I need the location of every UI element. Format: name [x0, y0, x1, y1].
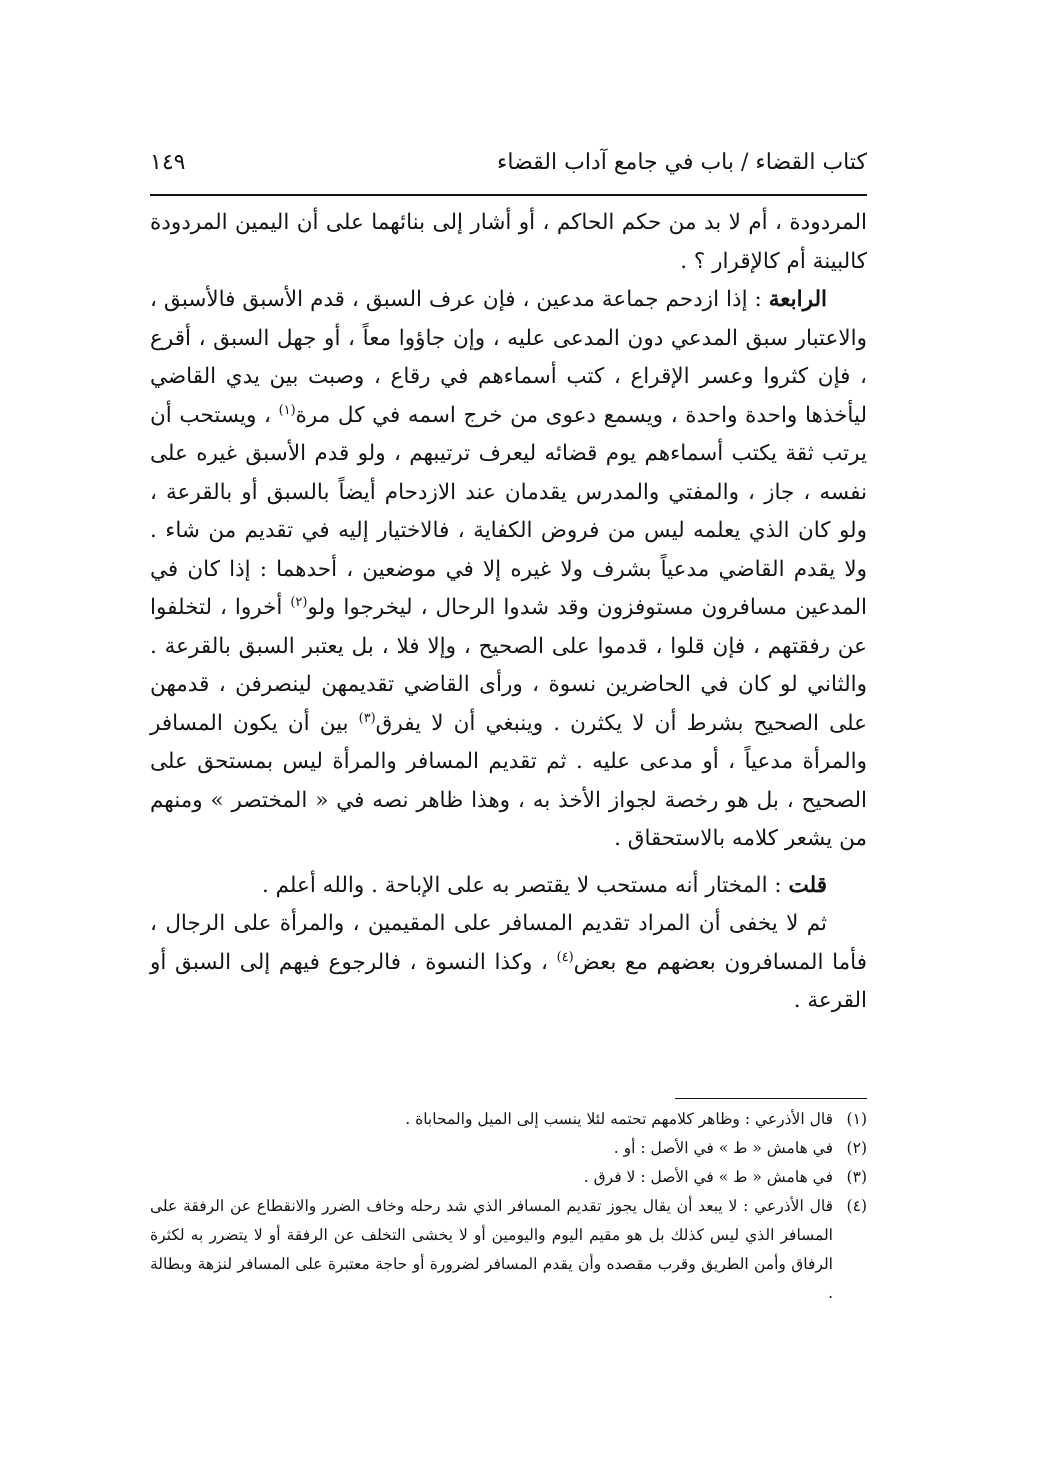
footnote-3 [150, 1163, 867, 1192]
footnote-ref-2: (٢) [290, 594, 308, 610]
footnote-number: (٣) [846, 1168, 867, 1186]
page-number: ١٤٩ [150, 150, 186, 175]
paragraph-2 [150, 281, 867, 859]
paragraph-1-text: المردودة ، أم لا بد من حكم الحاكم ، أو أشار إلى بنائهما على أن اليمين المردودة كالبينة أم كالإقرار ؟ . [150, 210, 867, 274]
section-term-fourth: الرابعة [768, 287, 827, 312]
footnote-1 [150, 1105, 867, 1134]
footnote-2 [150, 1134, 867, 1163]
paragraph-4-text-a: ثم لا يخفى أن المراد تقديم المسافر على المقيمين ، والمرأة على الرجال ، فأما المسافرون بعضهم مع بعض [150, 911, 868, 975]
footnote-text: قال الأذرعي : لا يبعد أن يقال يجوز تقديم المسافر الذي شد رحله وخاف الضرر والانقطاع عن الرفقة على المسافر الذي ليس كذلك بل هو مقيم اليوم واليومين أو لا يخشى التخلف عن الرفقة أو لا يتضرر به لكثرة الرفاق وأمن الطريق وقرب مقصده وأن يقدم المسافر لضرورة أو حاجة معتبرة على المسافر لنزهة وبطالة . [150, 1197, 833, 1302]
page-header [150, 148, 867, 188]
footnote-text: في هامش « ط » في الأصل : أو . [613, 1139, 833, 1157]
qultu-term: قلت [788, 872, 827, 898]
footnote-number: (١) [846, 1110, 867, 1128]
footnote-text: في هامش « ط » في الأصل : لا فرق . [583, 1168, 833, 1186]
footnote-number: (٢) [846, 1139, 867, 1157]
paragraph-2-text-a: : إذا ازدحم جماعة مدعين ، فإن عرف السبق ، قدم الأسبق فالأسبق ، والاعتبار سبق المدعي دون المدعى عليه ، وإن جاؤوا معاً ، أو جهل السبق ، أقرع ، فإن كثروا وعسر الإقراع ، كتب أسماءهم في رقاع ، وصبت بين يدي القاضي ليأخذها واحدة واحدة ، ويسمع دعوى من خرج اسمه في كل مرة [150, 287, 867, 428]
footnote-ref-3: (٣) [358, 710, 376, 726]
paragraph-2-text-c: أخروا ، لتخلفوا عن رفقتهم ، فإن قلوا ، قدموا على الصحيح ، وإلا فلا ، بل يعتبر السبق بالقرعة . والثاني لو كان في الحاضرين نسوة ، ورأى القاضي تقديمهن لينصرفن ، قدمهن على الصحيح بشرط أن لا يكثرن . وينبغي أن لا يفرق [150, 595, 868, 736]
footnote-rule [675, 1098, 867, 1099]
paragraph-4 [150, 905, 867, 1021]
header-rule [150, 194, 867, 196]
paragraph-2-text-d: بين أن يكون المسافر والمرأة مدعياً ، أو مدعى عليه . ثم تقديم المسافر والمرأة ليس بمستحق على الصحيح ، بل هو رخصة لجواز الأخذ به ، وهذا ظاهر نصه في « المختصر » ومنهم من يشعر كلامه بالاستحقاق . [150, 710, 867, 851]
paragraph-2-text-b: ، ويستحب أن يرتب ثقة يكتب أسماءهم يوم قضائه ليعرف ترتيبهم ، ولو قدم الأسبق غيره على نفسه ، جاز ، والمفتي والمدرس يقدمان عند الازدحام أيضاً بالسبق أو بالقرعة ، ولو كان الذي يعلمه ليس من فروض الكفاية ، فالاختيار إليه في تقديم من شاء . ولا يقدم القاضي مدعياً بشرف ولا غيره إلا في موضعين ، أحدهما : إذا كان في المدعين مسافرون مستوفزون وقد شدوا الرحال ، ليخرجوا ولو [150, 402, 867, 620]
paragraph-4-text-b: ، وكذا النسوة ، فالرجوع فيهم إلى السبق أو القرعة . [150, 949, 867, 1013]
footnotes [150, 1105, 867, 1308]
paragraph-3 [150, 867, 867, 906]
paragraph-1 [150, 204, 867, 281]
main-text [150, 204, 867, 1021]
footnote-text: قال الأذرعي : وظاهر كلامهم تحتمه لئلا ينسب إلى الميل والمحاباة . [405, 1110, 833, 1128]
paragraph-3-text: : المختار أنه مستحب لا يقتصر به على الإباحة . والله أعلم . [261, 872, 789, 898]
footnote-ref-4: (٤) [556, 949, 574, 965]
footnote-ref-1: (١) [278, 402, 296, 418]
footnote-4 [150, 1192, 867, 1308]
footnote-number: (٤) [846, 1197, 867, 1215]
running-title: كتاب القضاء / باب في جامع آداب القضاء [497, 150, 867, 175]
